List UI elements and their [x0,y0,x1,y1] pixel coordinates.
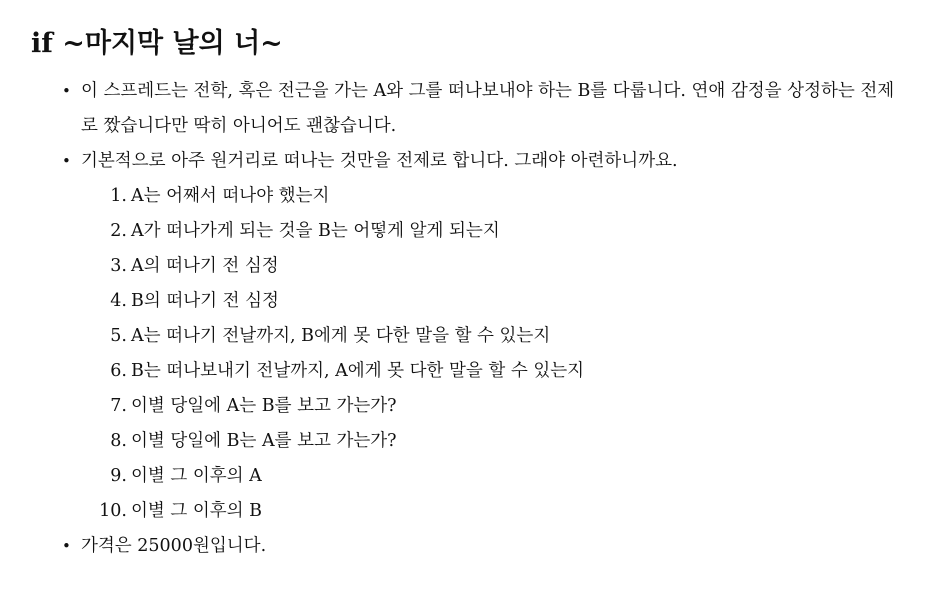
item-text: B의 떠나기 전 심정 [131,291,279,311]
item-number: 4. [110,291,127,311]
bullet-list [60,74,910,564]
numbered-item [81,319,910,354]
numbered-item [81,459,910,494]
numbered-item [81,389,910,424]
item-number: 1. [110,186,127,206]
item-text: A는 떠나기 전날까지, B에게 못 다한 말을 할 수 있는지 [131,326,551,346]
item-number: 8. [110,431,127,451]
page-title: if ~마지막 날의 너~ [31,28,283,59]
item-number: 2. [110,221,127,241]
bullet-item [60,144,910,529]
item-text: 이별 그 이후의 A [131,466,262,486]
numbered-item [81,179,910,214]
numbered-item [81,354,910,389]
item-text: 이별 그 이후의 B [131,501,262,521]
item-number: 9. [110,466,127,486]
item-text: 이별 당일에 B는 A를 보고 가는가? [131,431,397,451]
item-number: 7. [110,396,127,416]
item-text: A는 어째서 떠나야 했는지 [131,186,330,206]
numbered-item [81,284,910,319]
numbered-item [81,494,910,529]
item-number: 5. [110,326,127,346]
numbered-list [81,179,910,529]
item-text: A의 떠나기 전 심정 [131,256,279,276]
item-text: B는 떠나보내기 전날까지, A에게 못 다한 말을 할 수 있는지 [131,361,585,381]
bullet-item: • 가격은 25000원입니다. [60,529,910,564]
item-text: A가 떠나가게 되는 것을 B는 어떻게 알게 되는지 [131,221,500,241]
item-text: 이별 당일에 A는 B를 보고 가는가? [131,396,397,416]
bullet-item-text: 기본적으로 아주 원거리로 떠나는 것만을 전제로 합니다. 그래야 아련하니까요. [81,151,678,171]
item-number: 10. [99,501,127,521]
numbered-item [81,214,910,249]
numbered-item [81,424,910,459]
bullet-item: • 이 스프레드는 전학, 혹은 전근을 가는 A와 그를 떠나보내야 하는 B를 다룹니다. 연애 감정을 상정하는 전제로 짰습니다만 딱히 아니어도 괜찮습니다. [60,74,910,144]
item-number: 6. [110,361,127,381]
numbered-item [81,249,910,284]
item-number: 3. [110,256,127,276]
